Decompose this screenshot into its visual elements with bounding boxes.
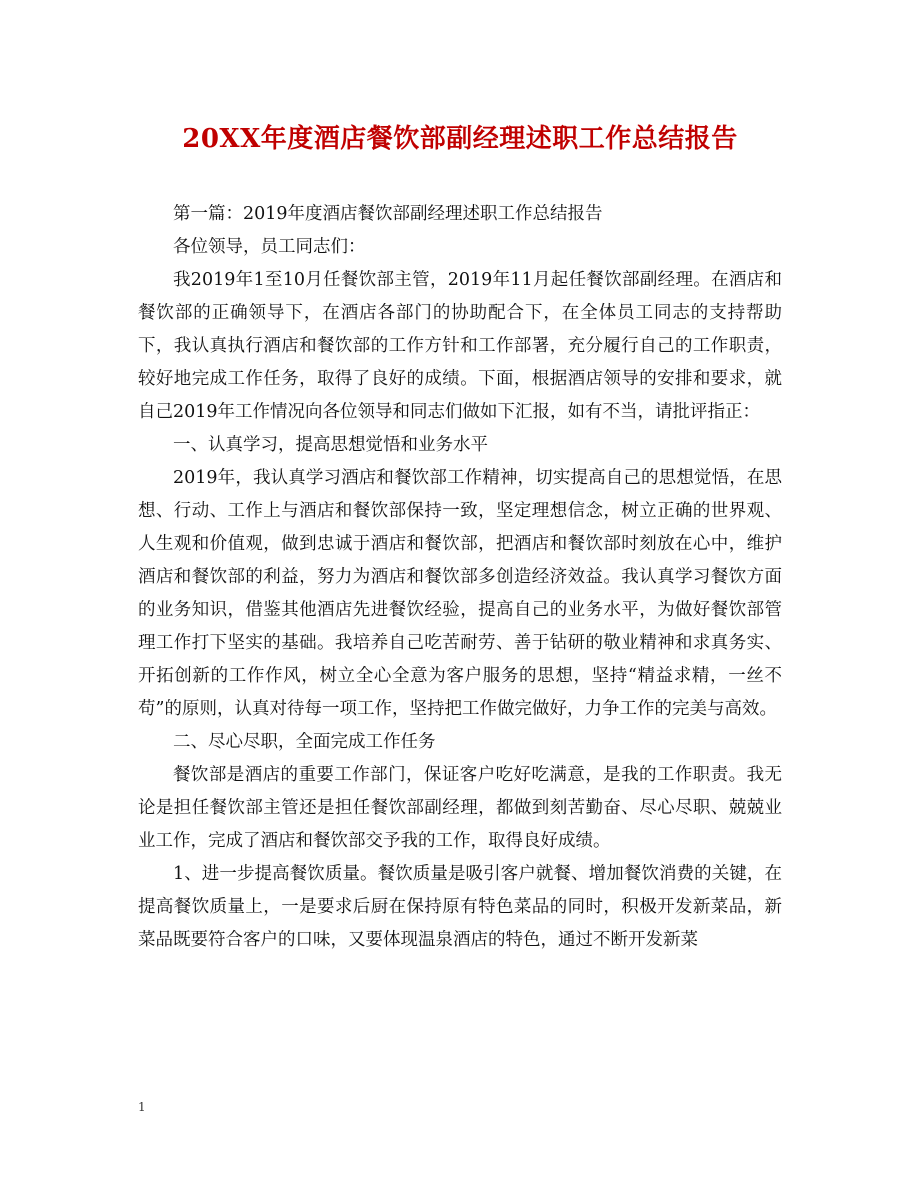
page-number: 1 [138, 1100, 146, 1114]
section-2-paragraph: 餐饮部是酒店的重要工作部门，保证客户吃好吃满意，是我的工作职责。我无论是担任餐饮部主管还是担任餐饮部副经理，都做到刻苦勤奋、尽心尽职、兢兢业业工作，完成了酒店和餐饮部交予我的工作，取得良好成绩。 [138, 765, 782, 851]
intro-paragraph: 我2019年1至10月任餐饮部主管，2019年11月起任餐饮部副经理。在酒店和餐饮部的正确领导下，在酒店各部门的协助配合下，在全体员工同志的支持帮助下，我认真执行酒店和餐饮部的工作方针和工作部署，充分履行自己的工作职责，较好地完成工作任务，取得了良好的成绩。下面，根据酒店领导的安排和要求，就自己2019年工作情况向各位领导和同志们做如下汇报，如有不当，请批评指正： [138, 270, 782, 422]
heading-first-article: 第一篇：2019年度酒店餐饮部副经理述职工作总结报告 [173, 204, 603, 224]
document-body [138, 198, 782, 957]
section-heading-2: 二、尽心尽职，全面完成工作任务 [173, 732, 436, 752]
item-1-paragraph: 1、进一步提高餐饮质量。餐饮质量是吸引客户就餐、增加餐饮消费的关键，在提高餐饮质量上，一是要求后厨在保持原有特色菜品的同时，积极开发新菜品，新菜品既要符合客户的口味，又要体现温泉酒店的特色，通过不断开发新菜 [138, 864, 782, 950]
document-title: 20XX年度酒店餐饮部副经理述职工作总结报告 [182, 124, 738, 154]
section-1-paragraph: 2019年，我认真学习酒店和餐饮部工作精神，切实提高自己的思想觉悟，在思想、行动、工作上与酒店和餐饮部保持一致，坚定理想信念，树立正确的世界观、人生观和价值观，做到忠诚于酒店和餐饮部，把酒店和餐饮部时刻放在心中，维护酒店和餐饮部的利益，努力为酒店和餐饮部多创造经济效益。我认真学习餐饮方面的业务知识，借鉴其他酒店先进餐饮经验，提高自己的业务水平，为做好餐饮部管理工作打下坚实的基础。我培养自己吃苦耐劳、善于钻研的敬业精神和求真务实、开拓创新的工作作风，树立全心全意为客户服务的思想，坚持“精益求精，一丝不苟”的原则，认真对待每一项工作，坚持把工作做完做好，力争工作的完美与高效。 [138, 468, 782, 719]
section-heading-1: 一、认真学习，提高思想觉悟和业务水平 [173, 435, 488, 455]
salutation: 各位领导，员工同志们： [173, 237, 366, 257]
